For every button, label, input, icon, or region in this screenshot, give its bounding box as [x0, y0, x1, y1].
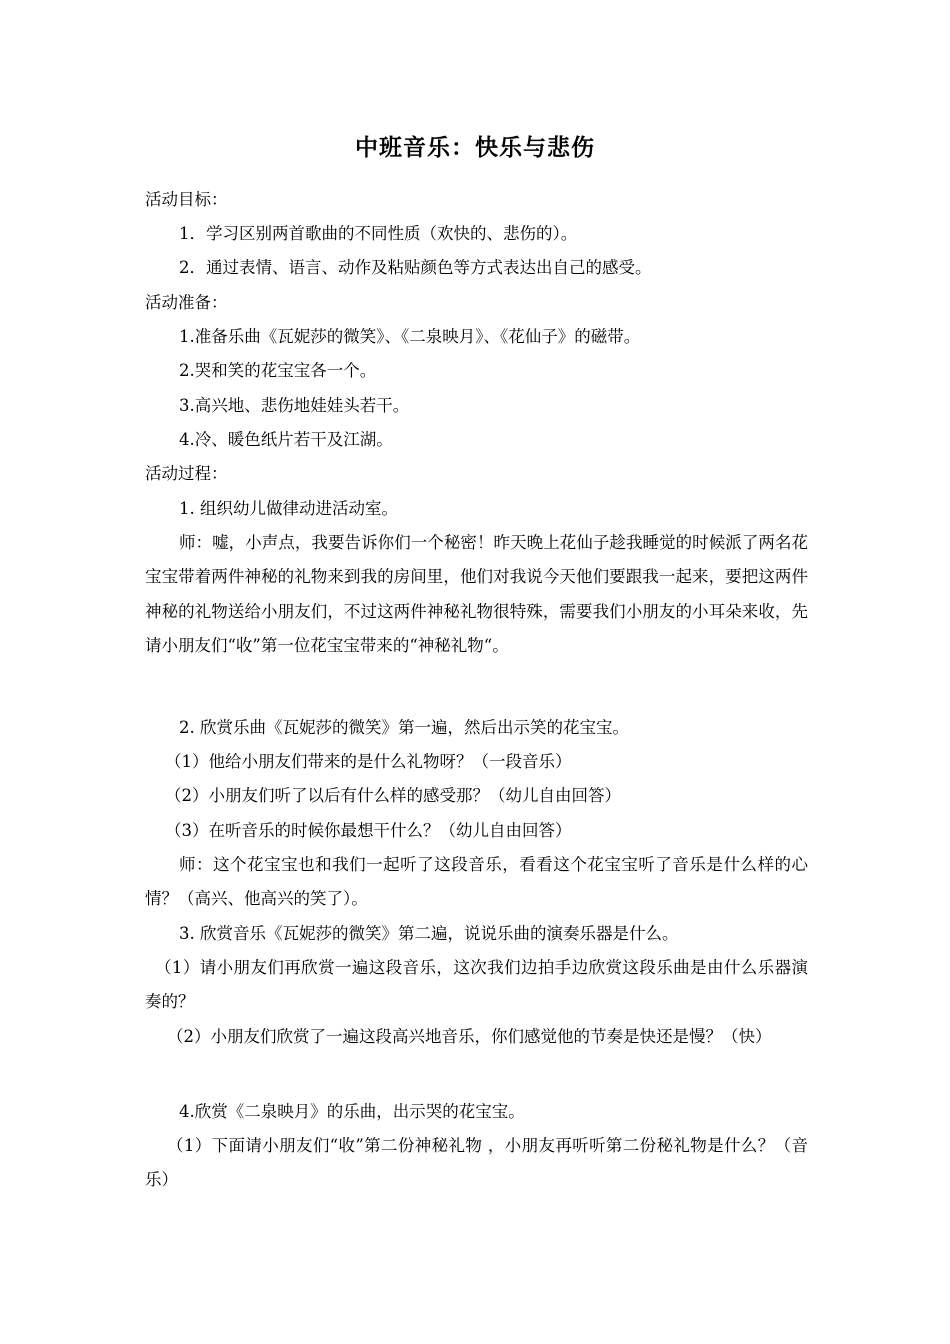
step-3-question-1: （1）请小朋友们再欣赏一遍这段音乐，这次我们边拍手边欣赏这段乐曲是由什么乐器演奏的？	[145, 958, 808, 1012]
objective-item-1: 1．学习区别两首歌曲的不同性质（欢快的、悲伤的）。	[179, 224, 578, 243]
preparation-item-1: 1.准备乐曲《瓦妮莎的微笑》、《二泉映月》、《花仙子》的磁带。	[179, 327, 641, 346]
process-step-2: 2. 欣赏乐曲《瓦妮莎的微笑》第一遍，然后出示笑的花宝宝。	[179, 718, 629, 737]
process-step-1: 1. 组织幼儿做律动进活动室。	[179, 499, 398, 518]
step-2-question-3: （3）在听音乐的时候你最想干什么？（幼儿自由回答）	[165, 821, 572, 840]
process-step-3: 3. 欣赏音乐《瓦妮莎的微笑》第二遍，说说乐曲的演奏乐器是什么。	[179, 924, 679, 943]
step-3-question-2: （2）小朋友们欣赏了一遍这段高兴地音乐，你们感觉他的节奏是快还是慢？（快）	[167, 1027, 772, 1046]
step-2-question-1: （1）他给小朋友们带来的是什么礼物呀？（一段音乐）	[165, 752, 572, 771]
step-4-question-1: （1）下面请小朋友们“收”第二份神秘礼物 ，小朋友再听听第二份秘礼物是什么？（音乐）	[145, 1136, 808, 1190]
preparation-heading: 活动准备：	[145, 293, 228, 312]
process-heading: 活动过程：	[145, 464, 228, 483]
objectives-heading: 活动目标：	[145, 190, 228, 209]
document-title: 中班音乐：快乐与悲伤	[355, 135, 595, 161]
preparation-item-2: 2.哭和笑的花宝宝各一个。	[179, 361, 377, 380]
objective-item-2: 2．通过表情、语言、动作及粘贴颜色等方式表达出自己的感受。	[179, 258, 652, 277]
teacher-speech-1: 师：嘘，小声点，我要告诉你们一个秘密！昨天晚上花仙子趁我睡觉的时候派了两名花宝宝带着两件神秘的礼物来到我的房间里，他们对我说今天他们要跟我一起来，要把这两件神秘的礼物送给小朋友们，不过这两件神秘礼物很特殊，需要我们小朋友的小耳朵来收，先请小朋友们“收”第一位花宝宝带来的“神秘礼物“。	[145, 533, 808, 655]
teacher-speech-2: 师：这个花宝宝也和我们一起听了这段音乐，看看这个花宝宝听了音乐是什么样的心情？（高兴、他高兴的笑了）。	[145, 855, 808, 909]
step-2-question-2: （2）小朋友们听了以后有什么样的感受那？（幼儿自由回答）	[165, 786, 621, 805]
process-step-4: 4.欣赏《二泉映月》的乐曲，出示哭的花宝宝。	[179, 1102, 525, 1121]
preparation-item-3: 3.高兴地、悲伤地娃娃头若干。	[179, 396, 410, 415]
preparation-item-4: 4.冷、暖色纸片若干及江湖。	[179, 430, 393, 449]
